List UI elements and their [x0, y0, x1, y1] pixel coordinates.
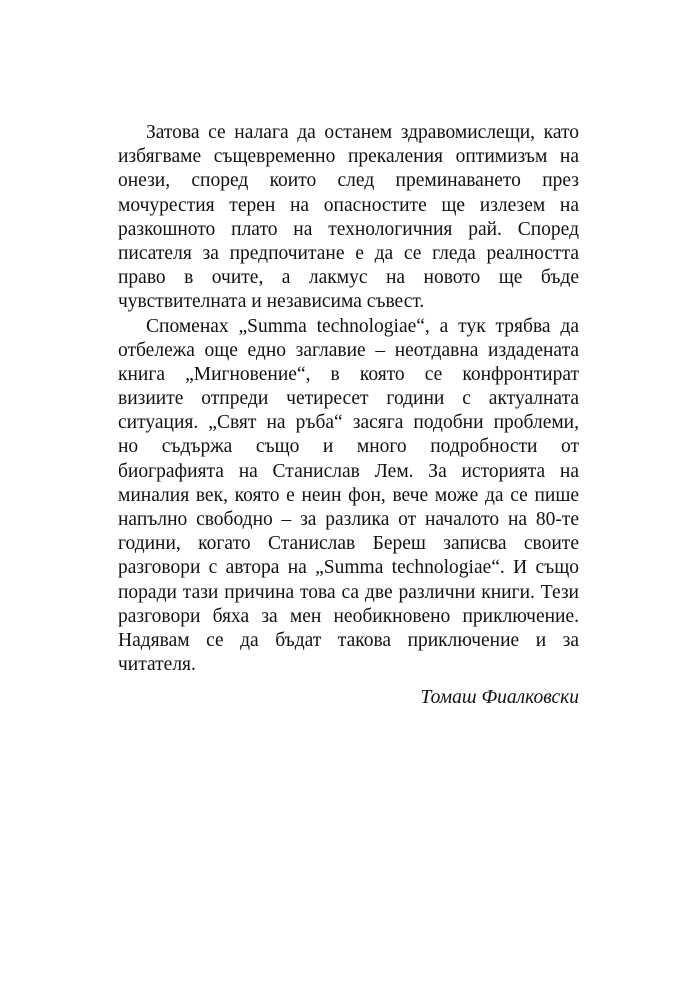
- text-line: Надявам се да бъдат такова приключение и за: [118, 629, 579, 651]
- text-line: визиите отпреди четиресет години с актуалната: [118, 388, 579, 410]
- text-line: ситуация. „Свят на ръба“ засяга подобни проблеми,: [118, 412, 579, 434]
- text-line: писателя за предпочитане е да се гледа реалността: [118, 242, 579, 264]
- text-line: отбележа още едно заглавие – неотдавна издадената: [118, 339, 579, 361]
- author-signature: Томаш Фиалковски: [420, 687, 579, 708]
- text-line: поради тази причина това са две различни книги. Тези: [118, 581, 579, 603]
- body-text: [118, 121, 579, 677]
- paragraph: [118, 315, 579, 678]
- text-line: но съдържа също и много подробности от: [118, 436, 579, 458]
- text-line: онези, според които след преминаването през: [118, 170, 579, 192]
- text-line: Затова се налага да останем здравомислещи, като: [146, 122, 579, 143]
- text-line: напълно свободно – за разлика от началото на 80-те: [118, 509, 579, 530]
- text-line: Споменах „Summa technologiae“, а тук трябва да: [146, 315, 579, 337]
- text-line: право в очите, а лакмус на новото ще бъде: [118, 267, 579, 289]
- text-line: разговори бяха за мен необикновено приключение.: [118, 605, 579, 627]
- text-line: миналия век, която е неин фон, вече може да се пише: [118, 484, 579, 506]
- text-line: мочурестия терен на опасностите ще излезем на: [118, 194, 579, 216]
- text-line: години, когато Станислав Береш записва своите: [118, 533, 579, 555]
- text-line: читателя.: [118, 654, 196, 676]
- paragraph: [118, 121, 579, 315]
- text-line: избягваме същевременно прекаления оптимизъм на: [118, 146, 579, 168]
- text-line: книга „Мигновение“, в която се конфронтират: [118, 363, 579, 385]
- text-line: разговори с автора на „Summa technologiae“. И също: [118, 557, 579, 579]
- text-line: биографията на Станислав Лем. За историята на: [118, 460, 579, 482]
- text-line: чувствителната и независима съвест.: [118, 291, 425, 313]
- text-line: разкошното плато на технологичния рай. Според: [118, 218, 579, 240]
